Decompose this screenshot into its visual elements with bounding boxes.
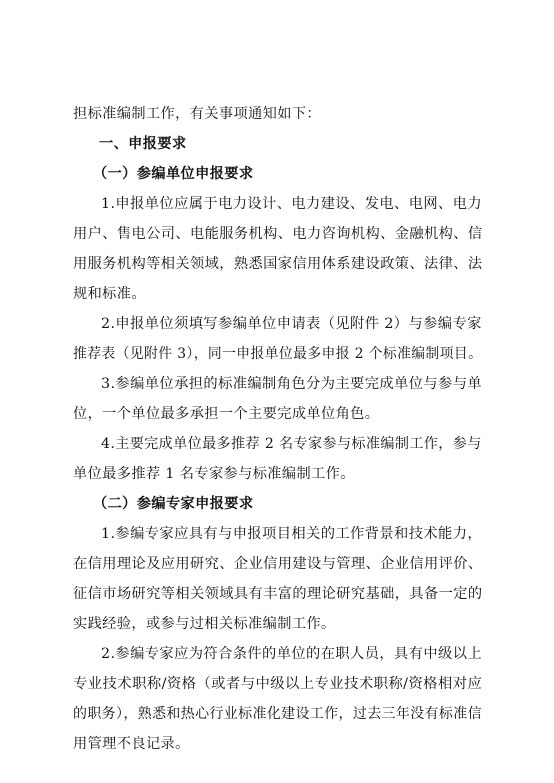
paragraph-line: 2.参编专家应为符合条件的单位的在职人员，具有中级以上 (101, 646, 483, 662)
paragraph-line: 1.参编专家应具有与申报项目相关的工作背景和技术能力， (101, 526, 483, 542)
intro-line: 担标准编制工作，有关事项通知如下： (73, 106, 321, 122)
paragraph-line: 用服务机构等相关领域，熟悉国家信用体系建设政策、法律、法 (73, 256, 483, 272)
paragraph-line: 专业技术职称/资格（或者与中级以上专业技术职称/资格相对应 (73, 676, 483, 692)
section-heading-1: 一、申报要求 (99, 136, 187, 152)
paragraph-line: 推荐表（见附件 3），同一申报单位最多申报 2 个标准编制项目。 (73, 346, 483, 362)
paragraph-line: 征信市场研究等相关领域具有丰富的理论研究基础，具备一定的 (73, 586, 483, 602)
paragraph-line: 4.主要完成单位最多推荐 2 名专家参与标准编制工作，参与 (101, 436, 482, 452)
paragraph-line: 位，一个单位最多承担一个主要完成单位角色。 (73, 406, 380, 422)
paragraph-line: 单位最多推荐 1 名专家参与标准编制工作。 (73, 466, 355, 482)
paragraph-line: 2.申报单位须填写参编单位申请表（见附件 2）与参编专家 (101, 316, 482, 332)
paragraph-line: 实践经验，或参与过相关标准编制工作。 (73, 616, 336, 632)
paragraph-line: 1.申报单位应属于电力设计、电力建设、发电、电网、电力 (101, 196, 483, 212)
paragraph-line: 3.参编单位承担的标准编制角色分为主要完成单位与参与单 (101, 376, 483, 392)
subsection-heading-1: （一）参编单位申报要求 (93, 166, 254, 182)
paragraph-line: 的职务），熟悉和热心行业标准化建设工作，过去三年没有标准信 (73, 706, 482, 722)
paragraph-line: 规和标准。 (73, 286, 146, 302)
paragraph-line: 用户、售电公司、电能服务机构、电力咨询机构、金融机构、信 (73, 226, 483, 242)
paragraph-line: 在信用理论及应用研究、企业信用建设与管理、企业信用评价、 (73, 556, 483, 572)
subsection-heading-2: （二）参编专家申报要求 (93, 496, 254, 512)
paragraph-line: 用管理不良记录。 (73, 736, 190, 752)
